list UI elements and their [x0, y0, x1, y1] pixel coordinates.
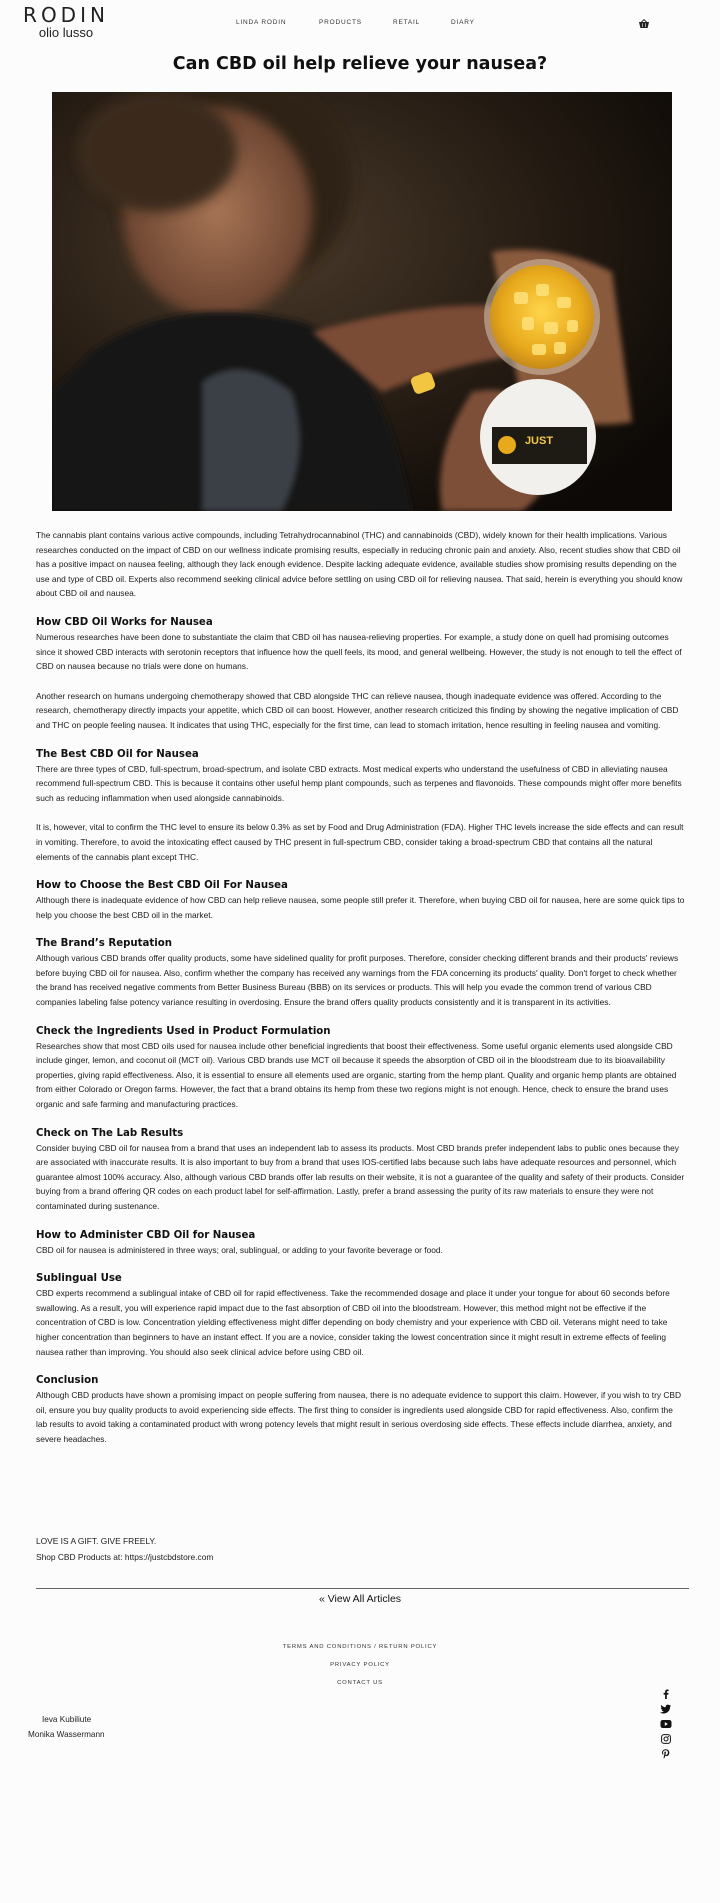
- paragraph: Although there is inadequate evidence of how CBD can help relieve nausea, some people still prefer it. Therefore, when buying CBD oil for nausea, here are some quick tips to help you choose the best CBD oil in the market.: [36, 895, 685, 920]
- author-name: Ieva Kubiliute: [42, 1715, 92, 1724]
- paragraph: Another research on humans undergoing chemotherapy showed that CBD alongside THC can relieve nausea, though inadequate evidence was offered. According to the research, chemotherapy directly impacts your appetite, which CBD oil can boost. However, another research criticized this finding by showing the negative implication of CBD and THC on people feeling nausea. It indicates that using THC, especially for the first time, can lead to stomach irritation, hence resulting in feeling nausea and vomiting.: [36, 690, 679, 730]
- paragraph: Researches show that most CBD oils used for nausea include other beneficial ingredients that boost their effectiveness. Some useful organic elements used alongside CBD include ginger, lemon, and coconut oil (MCT oil). Various CBD brands use MCT oil because it speeds the absorption of CBD oil in the bloodstream due to its bioavailability properties, giving rapid effectiveness. Also, it is essential to ensure all elements used are organic, starting from the hemp plant. Quality and organic hemp plants are obtained from either Colorado or Oregon farms. However, the fact that a brand obtains its hemp from these two regions might is not enough. Hence, check to ensure the brand uses organic and safe farming and manufacturing practices.: [36, 1040, 677, 1110]
- logo-main-text: RODIN: [23, 3, 109, 27]
- site-header: [0, 0, 720, 46]
- footer-names: [28, 1713, 105, 1742]
- paragraph: Consider buying CBD oil for nausea from a brand that uses an independent lab to assess its products. Most CBD brands prefer independent labs to public ones because they are associated with inaccurate results. It is also important to buy from a brand that uses IOS-certified labs because such labs have adequate resources and personnel, which guarantee almost 100% accuracy. Also, although various CBD brands offer lab results on their website, it is not a guarantee of the quality and safety of their products. Consider buying from a brand offering QR codes on each product label for self-affirmation. Lastly, prefer a brand assessing the purity of its raw materials to ensure they were not contaminated during sustenance.: [36, 1142, 685, 1211]
- paragraph: Although CBD products have shown a promising impact on people suffering from nausea, there is no adequate evidence to support this claim. However, if you wish to try CBD oil, ensure you buy quality products to avoid experiencing side effects. The first thing to consider is ingredients used alongside CBD for rapid effectiveness. Also, confirm the lab results to avoid taking a contaminated product with wrong potency levels that might result in serious overdosing side effects. These effects include diarrhea, anxiety, and severe headaches.: [36, 1390, 682, 1444]
- hero-image: [52, 92, 672, 511]
- twitter-icon[interactable]: [660, 1704, 672, 1714]
- paragraph: There are three types of CBD, full-spectrum, broad-spectrum, and isolate CBD extracts. Most medical experts who understand the usefulness of CBD in alleviating nausea recommend full-spectrum CBD. This is because it contains other useful hemp plant compounds, such as terpenes and flavonoids. These compounds might offer more benefits such as reducing inflammation when used alongside cannabinoids.: [36, 763, 682, 803]
- article-intro: The cannabis plant contains various active compounds, including Tetrahydrocannabinol (THC) and cannabinoids (CBD), widely known for their health implications. Various researches conducted on the impact of CBD on our wellness indicate promising results, especially in reducing chronic pain and anxiety. Also, recent studies show that CBD oil has a positive impact on nausea feeling, although they lack enough evidence. Despite lacking adequate evidence, available studies show promising results depending on the use and type of CBD oil. Experts also recommend seeking clinical advice before settling on using CBD oil for relieving nausea. That said, herein is everything you should know about CBD oil and nausea.: [36, 530, 683, 599]
- view-all-articles-link[interactable]: « View All Articles: [318, 1593, 402, 1605]
- footer-link-contact[interactable]: CONTACT US: [337, 1680, 383, 1686]
- article-signature: [36, 1534, 213, 1565]
- nav-retail[interactable]: RETAIL: [393, 19, 421, 26]
- nav-diary[interactable]: DIARY: [451, 19, 475, 26]
- paragraph: CBD oil for nausea is administered in three ways; oral, sublingual, or adding to your favorite beverage or food.: [36, 1244, 443, 1255]
- article-body: [36, 528, 686, 1462]
- nav-products[interactable]: PRODUCTS: [319, 19, 362, 26]
- pinterest-icon[interactable]: [660, 1749, 672, 1759]
- paragraph: Numerous researches have been done to substantiate the claim that CBD oil has nausea-relieving properties. For example, a study done on quell had promising outcomes since it showed CBD interacts with serotonin receptors that influence how the quell feels, its mood, and general wellbeing. However, the study is not enough to tell the effect of CBD on nausea because no trials were done on humans.: [36, 631, 682, 672]
- paragraph: Although various CBD brands offer quality products, some have sidelined quality for profit purposes. Therefore, consider checking different brands and their products' reviews before buying CBD oil for nausea. Also, confirm whether the company has received any warnings from the FDA concerning its products' quality. Don't forget to check whether the brand has received negative comments from Better Business Bureau (BBB) on its services or products. This will help you evade the common trend of various CBD companies labeling false potency variance resulting in overdosing. Ensure the brand offers quality products consistently and it is transparent in its activities.: [36, 953, 679, 1008]
- section-heading-how-cbd-works: How CBD Oil Works for Nausea: [36, 616, 213, 628]
- facebook-icon[interactable]: [660, 1689, 672, 1699]
- footer-link-terms[interactable]: TERMS AND CONDITIONS / RETURN POLICY: [282, 1644, 438, 1650]
- page-title: Can CBD oil help relieve your nausea?: [172, 54, 548, 74]
- svg-text:JUST: JUST: [524, 435, 554, 447]
- shop-link-line[interactable]: Shop CBD Products at: https://justcbdstore.com: [36, 1551, 214, 1562]
- section-heading-administer: How to Administer CBD Oil for Nausea: [36, 1229, 256, 1241]
- nav-linda-rodin[interactable]: LINDA RODIN: [236, 19, 287, 26]
- hero-photo-illustration: [52, 92, 672, 511]
- instagram-icon[interactable]: [660, 1734, 672, 1744]
- signature-line: LOVE IS A GIFT. GIVE FREELY.: [36, 1536, 157, 1546]
- section-heading-best-cbd-oil: The Best CBD Oil for Nausea: [36, 748, 199, 760]
- section-heading-ingredients: Check the Ingredients Used in Product Formulation: [36, 1025, 331, 1037]
- section-heading-conclusion: Conclusion: [36, 1375, 99, 1387]
- author-name: Monika Wassermann: [28, 1729, 105, 1739]
- paragraph: CBD experts recommend a sublingual intake of CBD oil for rapid effectiveness. Take the recommended dosage and place it under your tongue for about 60 seconds before swallowing. As a result, you will experience rapid impact due to the fast absorption of CBD oil into the bloodstream. However, this method might not be effective if the concentration of CBD is low. Concentration yielding effectiveness might differ depending on body chemistry and your experience with CBD oil. Veterans might need to take higher concentration than beginners to have an instant effect. If you are a novice, consider taking the lowest concentration since it might result in extreme effects of feeling nausea rather than improving. You should also seek clinical advice before using CBD oil.: [36, 1288, 670, 1357]
- main-nav: [0, 19, 720, 31]
- logo-sub-text: olio lusso: [38, 25, 94, 40]
- section-heading-how-to-choose: How to Choose the Best CBD Oil For Nausea: [36, 880, 288, 892]
- paragraph: It is, however, vital to confirm the THC level to ensure its below 0.3% as set by Food and Drug Administration (FDA). Higher THC levels increase the side effects and can result in vomiting. Therefore, to avoid the intoxicating effect caused by THC present in full-spectrum CBD, consider taking a broad-spectrum CBD that contains all the natural elements of the cannabis plant except THC.: [36, 822, 684, 862]
- divider: [36, 1588, 689, 1589]
- section-heading-lab-results: Check on The Lab Results: [36, 1127, 184, 1139]
- section-heading-brand-reputation: The Brand’s Reputation: [36, 938, 173, 950]
- footer-link-privacy[interactable]: PRIVACY POLICY: [330, 1662, 390, 1668]
- basket-icon[interactable]: [638, 19, 650, 29]
- section-heading-sublingual: Sublingual Use: [36, 1273, 122, 1285]
- youtube-icon[interactable]: [660, 1719, 672, 1729]
